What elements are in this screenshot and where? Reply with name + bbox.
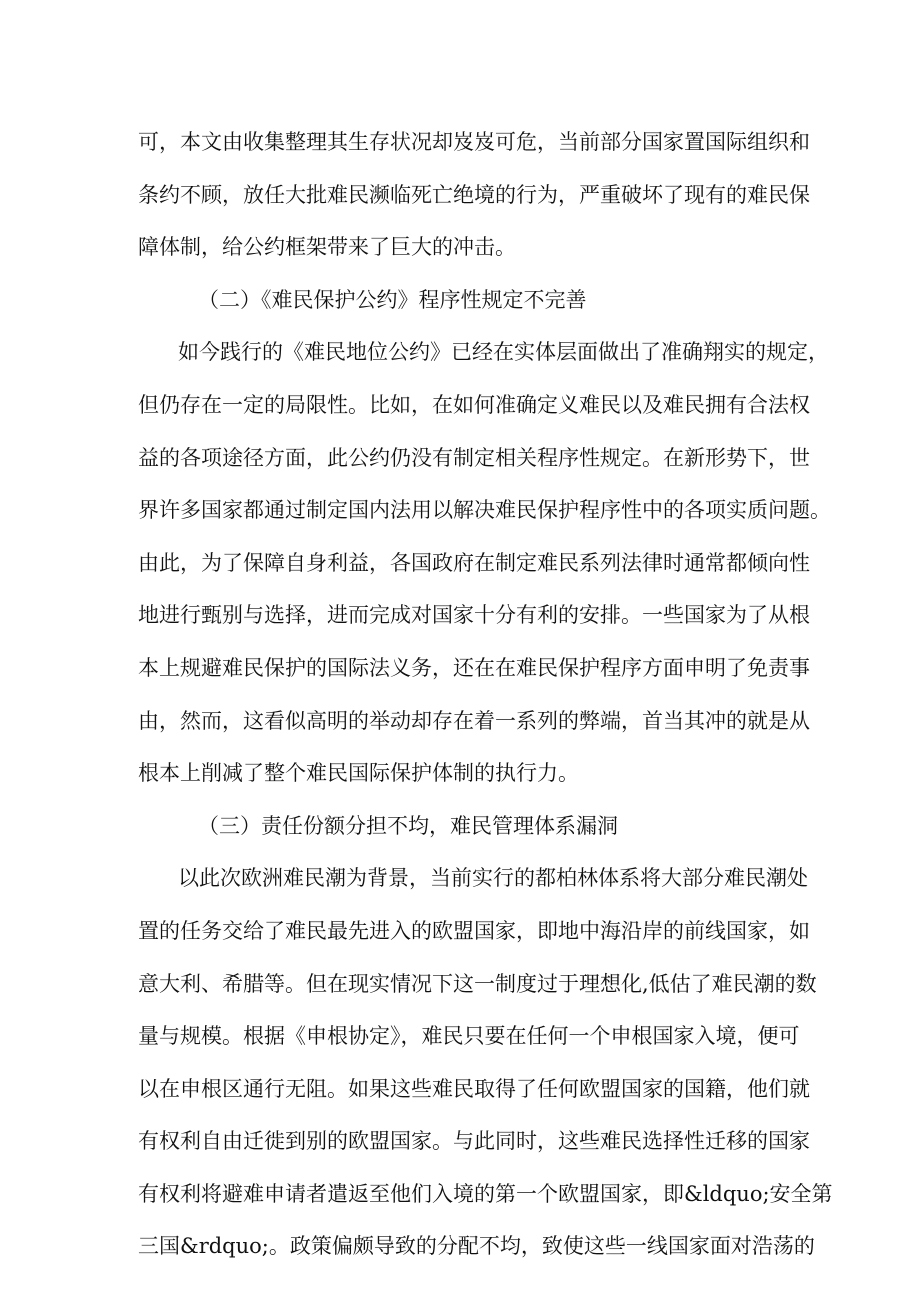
paragraph-line: 有权利自由迁徙到别的欧盟国家。与此同时，这些难民选择性迁移的国家 bbox=[138, 1129, 810, 1154]
paragraph-line: 益的各项途径方面，此公约仍没有制定相关程序性规定。在新形势下，世 bbox=[138, 445, 810, 470]
paragraph-line: 置的任务交给了难民最先进入的欧盟国家，即地中海沿岸的前线国家，如 bbox=[138, 918, 810, 943]
paragraph-line: 意大利、希腊等。但在现实情况下这一制度过于理想化,低估了难民潮的数 bbox=[138, 971, 817, 996]
paragraph-line: 以此次欧洲难民潮为背景，当前实行的都柏林体系将大部分难民潮处 bbox=[178, 866, 808, 891]
section-heading: （二）《难民保护公约》程序性规定不完善 bbox=[198, 287, 587, 312]
paragraph-line: 根本上削减了整个难民国际保护体制的执行力。 bbox=[138, 761, 579, 786]
paragraph-line: 但仍存在一定的局限性。比如，在如何准确定义难民以及难民拥有合法权 bbox=[138, 392, 810, 417]
paragraph-line: 以在申根区通行无阻。如果这些难民取得了任何欧盟国家的国籍，他们就 bbox=[138, 1076, 810, 1101]
paragraph-line: 条约不顾，放任大批难民濒临死亡绝境的行为，严重破坏了现有的难民保 bbox=[138, 182, 810, 207]
paragraph-line: 如今践行的《难民地位公约》已经在实体层面做出了准确翔实的规定， bbox=[178, 340, 829, 365]
paragraph-line: 地进行甄别与选择，进而完成对国家十分有利的安排。一些国家为了从根 bbox=[138, 603, 810, 628]
paragraph-line: 本上规避难民保护的国际法义务，还在在难民保护程序方面申明了免责事 bbox=[138, 655, 810, 680]
paragraph-line: 由此，为了保障自身利益，各国政府在制定难民系列法律时通常都倾向性 bbox=[138, 550, 810, 575]
paragraph-line: 有权利将避难申请者遣返至他们入境的第一个欧盟国家，即&ldquo;安全第 bbox=[138, 1181, 833, 1206]
paragraph-line: 可，本文由收集整理其生存状况却岌岌可危，当前部分国家置国际组织和 bbox=[138, 130, 810, 154]
paragraph-line: 界许多国家都通过制定国内法用以解决难民保护程序性中的各项实质问题。 bbox=[138, 498, 831, 523]
paragraph-line: 三国&rdquo;。政策偏颇导致的分配不均，致使这些一线国家面对浩荡的 bbox=[138, 1234, 815, 1259]
paragraph-line: 由，然而，这看似高明的举动却存在着一系列的弊端，首当其冲的就是从 bbox=[138, 708, 810, 733]
document-body bbox=[138, 122, 833, 1279]
paragraph-line: 量与规模。根据《申根协定》，难民只要在任何一个申根国家入境，便可 bbox=[138, 1024, 800, 1049]
section-heading: （三）责任份额分担不均，难民管理体系漏洞 bbox=[198, 813, 618, 838]
paragraph-line: 障体制，给公约框架带来了巨大的冲击。 bbox=[138, 235, 516, 260]
